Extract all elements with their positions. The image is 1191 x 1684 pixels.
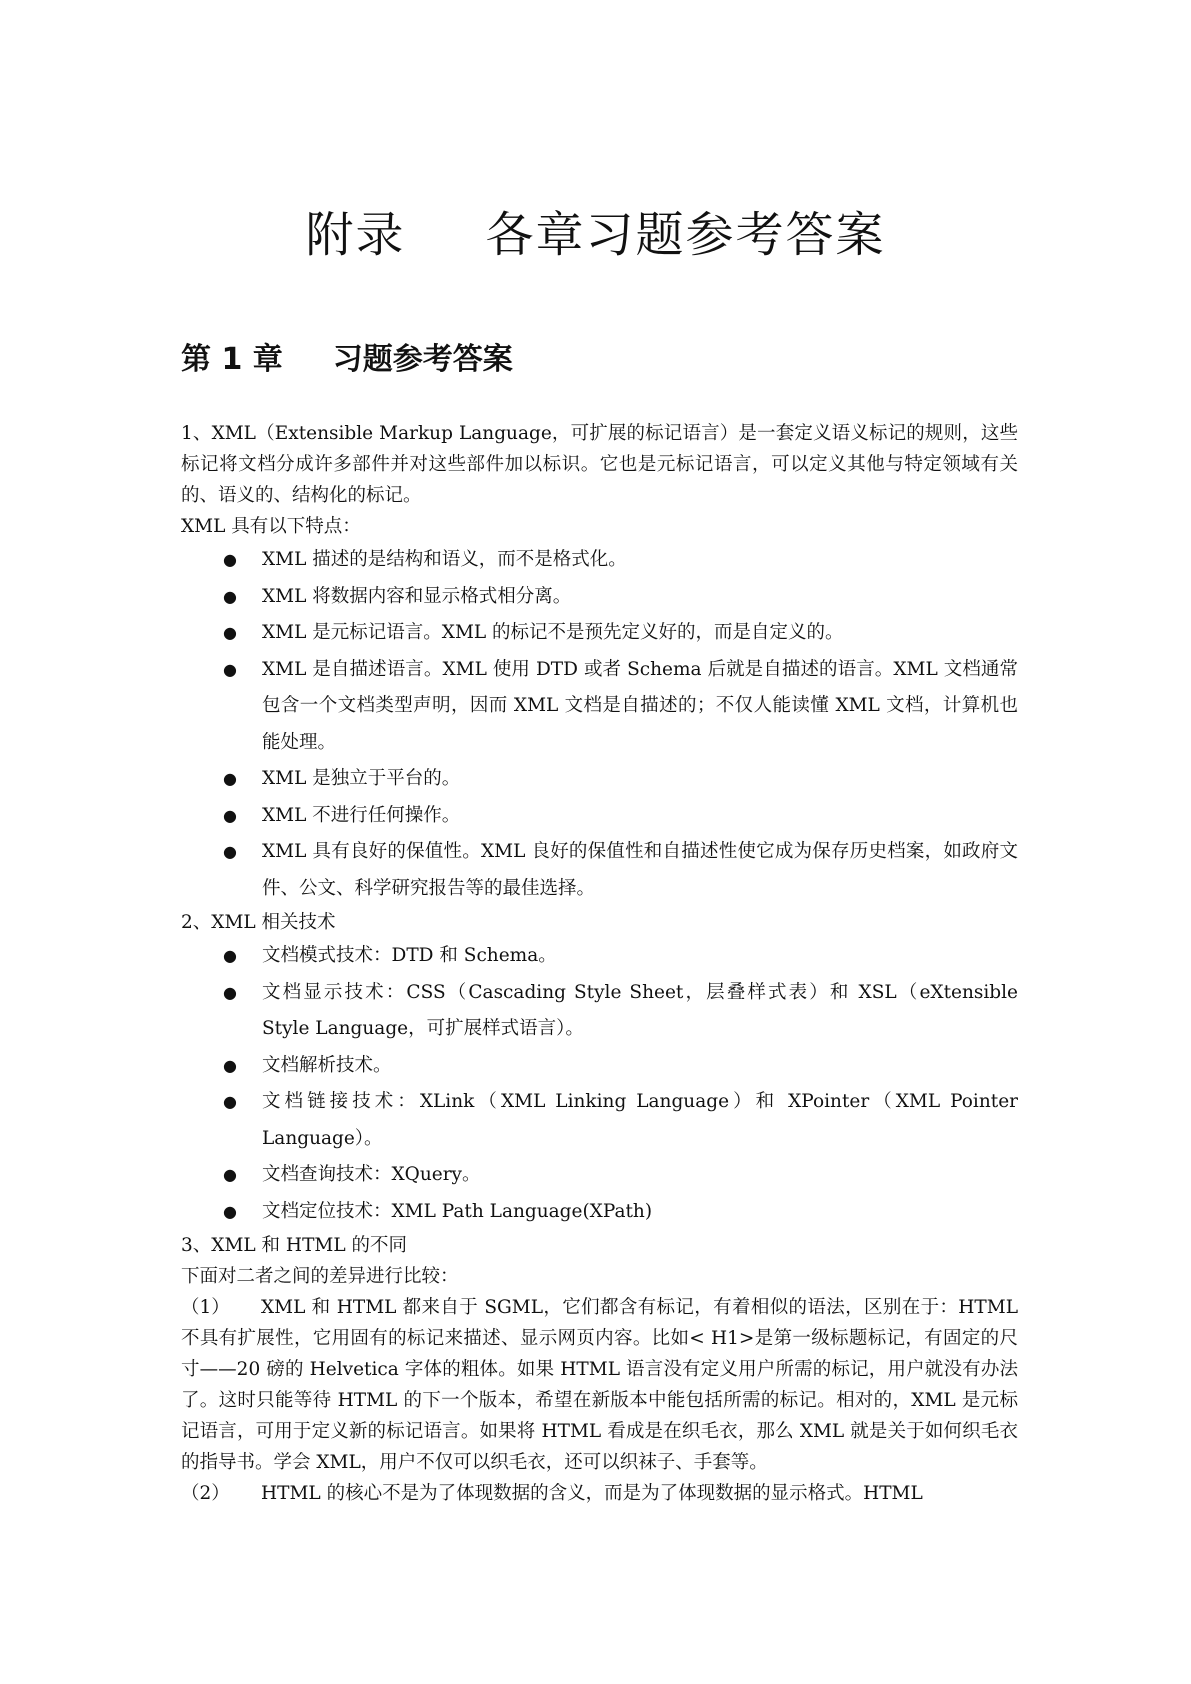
list-item: ● 文档模式技术：DTD 和 Schema。 <box>181 938 1018 975</box>
list-item: ● XML 不进行任何操作。 <box>181 798 1018 835</box>
q3-heading: 3、XML 和 HTML 的不同 <box>181 1235 408 1256</box>
list-item: ● XML 是独立于平台的。 <box>181 761 1018 798</box>
bullet-icon: ● <box>223 805 237 825</box>
paragraph-text: HTML 的核心不是为了体现数据的含义，而是为了体现数据的显示格式。HTML <box>261 1483 923 1504</box>
title-part-answers: 各章习题参考答案 <box>485 207 886 263</box>
paragraph-label: （2） <box>181 1483 230 1504</box>
q3-paragraph-2 <box>181 1478 1018 1509</box>
bullet-icon: ● <box>223 1092 237 1111</box>
list-item: ● 文档链接技术：XLink（XML Linking Language）和 XPointer（XML Pointer Language）。 <box>181 1084 1018 1157</box>
title-part-appendix: 附录 <box>305 207 406 263</box>
q3-lead: 下面对二者之间的差异进行比较： <box>181 1266 459 1287</box>
bullet-icon: ● <box>223 550 237 569</box>
list-item: ● XML 将数据内容和显示格式相分离。 <box>181 579 1018 616</box>
paragraph-label: （1） <box>181 1297 230 1318</box>
chapter-heading <box>181 340 513 380</box>
bullet-icon: ● <box>223 586 237 606</box>
bullet-icon: ● <box>223 623 237 642</box>
list-item: ● 文档查询技术：XQuery。 <box>181 1157 1018 1194</box>
bullet-icon: ● <box>223 769 237 788</box>
bullet-icon: ● <box>223 842 237 861</box>
list-item: ● XML 是元标记语言。XML 的标记不是预先定义好的，而是自定义的。 <box>181 615 1018 652</box>
document-title <box>0 205 1191 265</box>
list-item: ● XML 具有良好的保值性。XML 良好的保值性和自描述性使它成为保存历史档案，如政府文件、公文、科学研究报告等的最佳选择。 <box>181 834 1018 907</box>
bullet-icon: ● <box>223 1055 237 1075</box>
bullet-icon: ● <box>223 982 237 1002</box>
chapter-number: 第 1 章 <box>181 342 283 377</box>
list-item: ● XML 描述的是结构和语义，而不是格式化。 <box>181 542 1018 579</box>
document-body <box>181 418 1018 1509</box>
bullet-icon: ● <box>223 659 237 679</box>
list-item: ● 文档显示技术：CSS（Cascading Style Sheet，层叠样式表）和 XSL（eXtensible Style Language，可扩展样式语言）。 <box>181 975 1018 1048</box>
bullet-icon: ● <box>223 1165 237 1184</box>
q3-paragraph-1 <box>181 1292 1018 1478</box>
q1-intro: 1、XML（Extensible Markup Language，可扩展的标记语言）是一套定义语义标记的规则，这些标记将文档分成许多部件并对这些部件加以标识。它也是元标记语言，可以定义其他与特定领域有关的、语义的、结构化的标记。 <box>181 423 1018 506</box>
q1-feature-list <box>181 542 1018 907</box>
bullet-icon: ● <box>223 946 237 965</box>
paragraph-text: XML 和 HTML 都来自于 SGML，它们都含有标记，有着相似的语法，区别在于：HTML 不具有扩展性，它用固有的标记来描述、显示网页内容。比如< H1>是第一级标题标记，有固定的尺寸——20 磅的 Helvetica 字体的粗体。如果 HTML 语言没有定义用户所需的标记，用户就没有办法了。这时只能等待 HTML 的下一个版本，希望在新版本中能包括所需的标记。相对的，XML 是元标记语言，可用于定义新的标记语言。如果将 HTML 看成是在织毛衣，那么 XML 就是关于如何织毛衣的指导书。学会 XML，用户不仅可以织毛衣，还可以织袜子、手套等。 <box>181 1297 1018 1473</box>
bullet-icon: ● <box>223 1201 237 1221</box>
list-item: ● 文档解析技术。 <box>181 1048 1018 1085</box>
q1-lead: XML 具有以下特点： <box>181 516 361 537</box>
list-item: ● 文档定位技术：XML Path Language(XPath) <box>181 1194 1018 1231</box>
q2-heading: 2、XML 相关技术 <box>181 912 336 933</box>
q2-tech-list <box>181 938 1018 1230</box>
chapter-title: 习题参考答案 <box>332 342 513 377</box>
list-item: ● XML 是自描述语言。XML 使用 DTD 或者 Schema 后就是自描述的语言。XML 文档通常包含一个文档类型声明，因而 XML 文档是自描述的；不仅人能读懂 XML 文档，计算机也能处理。 <box>181 652 1018 762</box>
